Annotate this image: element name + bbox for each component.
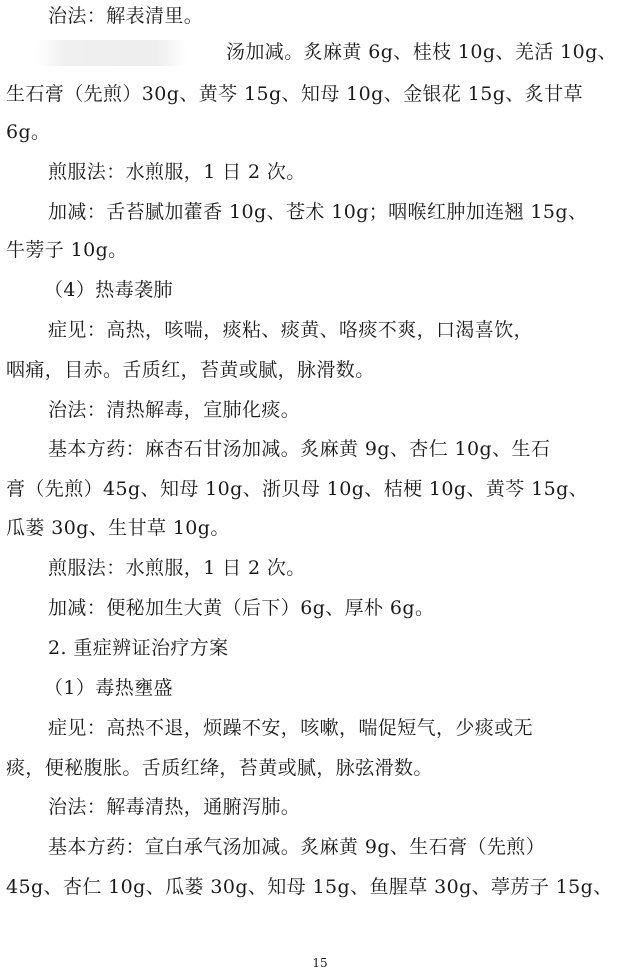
page-number: 15 xyxy=(312,956,328,970)
document-page: 治法：解表清里。 汤加减。炙麻黄 6g、桂枝 10g、羌活 10g、 生石膏（先煎）30g、黄芩 15g、知母 10g、金银花 15g、炙甘草 6g。 煎服法：水煎服，1 日 2 次。 加减：舌苔腻加藿香 10g、苍术 10g；咽喉红肿加连翘 15g、 牛蒡子 10g。 （4）热毒袭肺 症见：高热，咳喘，痰粘、痰黄、咯痰不爽，口渴喜饮， 咽痛，目赤。舌质红，苔黄或腻，脉滑数。 治法：清热解毒，宣肺化痰。 基本方药：麻杏石甘汤加减。炙麻黄 9g、杏仁 10g、生石 膏（先煎）45g、知母 10g、浙贝母 10g、桔梗 10g、黄芩 15g、 瓜蒌 30g、生甘草 10g。 煎服法：水煎服，1 日 2 次。 加减：便秘加生大黄（后下）6g、厚朴 6g。 2. 重症辨证治疗方案 （1）毒热壅盛 症见：高热不退，烦躁不安，咳嗽，喘促短气，少痰或无 痰，便秘腹胀。舌质红绛，苔黄或腻，脉弦滑数。 治法：解毒清热，通腑泻肺。 基本方药：宣白承气汤加减。炙麻黄 9g、生石膏（先煎） 45g、杏仁 10g、瓜蒌 30g、知母 15g、鱼腥草 30g、葶苈子 15g、 15 xyxy=(0,0,640,977)
blurred-region xyxy=(36,40,186,66)
